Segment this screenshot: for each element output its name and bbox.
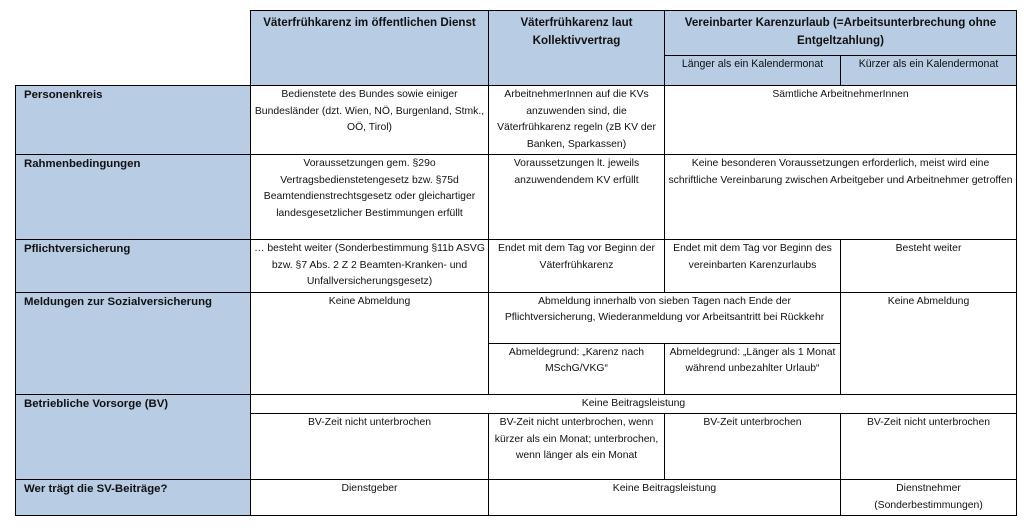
cell-pflicht-laenger: Endet mit dem Tag vor Beginn des vereinbarten Karenzurlaubs: [665, 240, 841, 293]
cell-traeger-oeffentlich: Dienstgeber: [251, 480, 489, 516]
row-label-meldungen: Meldungen zur Sozialversicherung: [16, 292, 251, 394]
cell-rahmen-karenzurlaub: Keine besonderen Voraussetzungen erforderlich, meist wird eine schriftliche Vereinbarung zwischen Arbeitgeber und Arbeitnehmer getroffen: [665, 155, 1017, 240]
cell-personenkreis-kv: ArbeitnehmerInnen auf die KVs anzuwenden sind, die Väterfrühkarenz regeln (zB KV der Banken, Sparkassen): [489, 86, 665, 155]
cell-pflicht-oeffentlich: … besteht weiter (Sonderbestimmung §11b ASVG bzw. §7 Abs. 2 Z 2 Beamten-Kranken- und Unfallversicherungsgesetz): [251, 240, 489, 293]
cell-traeger-keine-beitragsleistung: Keine Beitragsleistung: [489, 480, 841, 516]
row-label-rahmenbedingungen: Rahmenbedingungen: [16, 155, 251, 240]
cell-rahmen-oeffentlich: Voraussetzungen gem. §29o Vertragsbedienstetengesetz bzw. §75d Beamtendienstrechtsgesetz oder gleichartiger landesgesetzlicher Bestimmungen erfüllt: [251, 155, 489, 240]
cell-bv-keine-beitragsleistung: Keine Beitragsleistung: [251, 394, 1017, 414]
row-label-betriebliche-vorsorge: Betriebliche Vorsorge (BV): [16, 394, 251, 480]
corner-cell: [16, 11, 251, 86]
cell-personenkreis-oeffentlich: Bedienstete des Bundes sowie einiger Bundesländer (dzt. Wien, NÖ, Burgenland, Stmk., OÖ, Tirol): [251, 86, 489, 155]
cell-meldungen-oeffentlich: Keine Abmeldung: [251, 292, 489, 394]
cell-bv-kuerzer: BV-Zeit nicht unterbrochen: [841, 414, 1017, 480]
subheader-kuerzer: Kürzer als ein Kalendermonat: [841, 56, 1017, 86]
column-header-karenzurlaub: Vereinbarter Karenzurlaub (=Arbeitsunterbrechung ohne Entgeltzahlung): [665, 11, 1017, 56]
cell-bv-oeffentlich: BV-Zeit nicht unterbrochen: [251, 414, 489, 480]
cell-personenkreis-karenzurlaub: Sämtliche ArbeitnehmerInnen: [665, 86, 1017, 155]
row-label-pflichtversicherung: Pflichtversicherung: [16, 240, 251, 293]
cell-meldungen-abmeldung: Abmeldung innerhalb von sieben Tagen nach Ende der Pflichtversicherung, Wiederanmeldung vor Arbeitsantritt bei Rückkehr: [489, 292, 841, 343]
subheader-laenger: Länger als ein Kalendermonat: [665, 56, 841, 86]
row-label-personenkreis: Personenkreis: [16, 86, 251, 155]
cell-meldungen-abmeldegrund-laenger: Abmeldegrund: „Länger als 1 Monat während unbezahlter Urlaub“: [665, 343, 841, 394]
cell-meldungen-kuerzer: Keine Abmeldung: [841, 292, 1017, 394]
cell-pflicht-kuerzer: Besteht weiter: [841, 240, 1017, 293]
comparison-table: [15, 10, 1017, 516]
row-label-sv-beitraege: Wer trägt die SV-Beiträge?: [16, 480, 251, 516]
column-header-oeffentlicher-dienst: Väterfrühkarenz im öffentlichen Dienst: [251, 11, 489, 86]
cell-pflicht-kv: Endet mit dem Tag vor Beginn der Väterfrühkarenz: [489, 240, 665, 293]
column-header-kollektivvertrag: Väterfrühkarenz laut Kollektivvertrag: [489, 11, 665, 86]
cell-bv-kv: BV-Zeit nicht unterbrochen, wenn kürzer als ein Monat; unterbrochen, wenn länger als ein Monat: [489, 414, 665, 480]
cell-meldungen-abmeldegrund-kv: Abmeldegrund: „Karenz nach MSchG/VKG“: [489, 343, 665, 394]
cell-traeger-kuerzer: Dienstnehmer (Sonderbestimmungen): [841, 480, 1017, 516]
cell-rahmen-kv: Voraussetzungen lt. jeweils anzuwendendem KV erfüllt: [489, 155, 665, 240]
cell-bv-laenger: BV-Zeit unterbrochen: [665, 414, 841, 480]
